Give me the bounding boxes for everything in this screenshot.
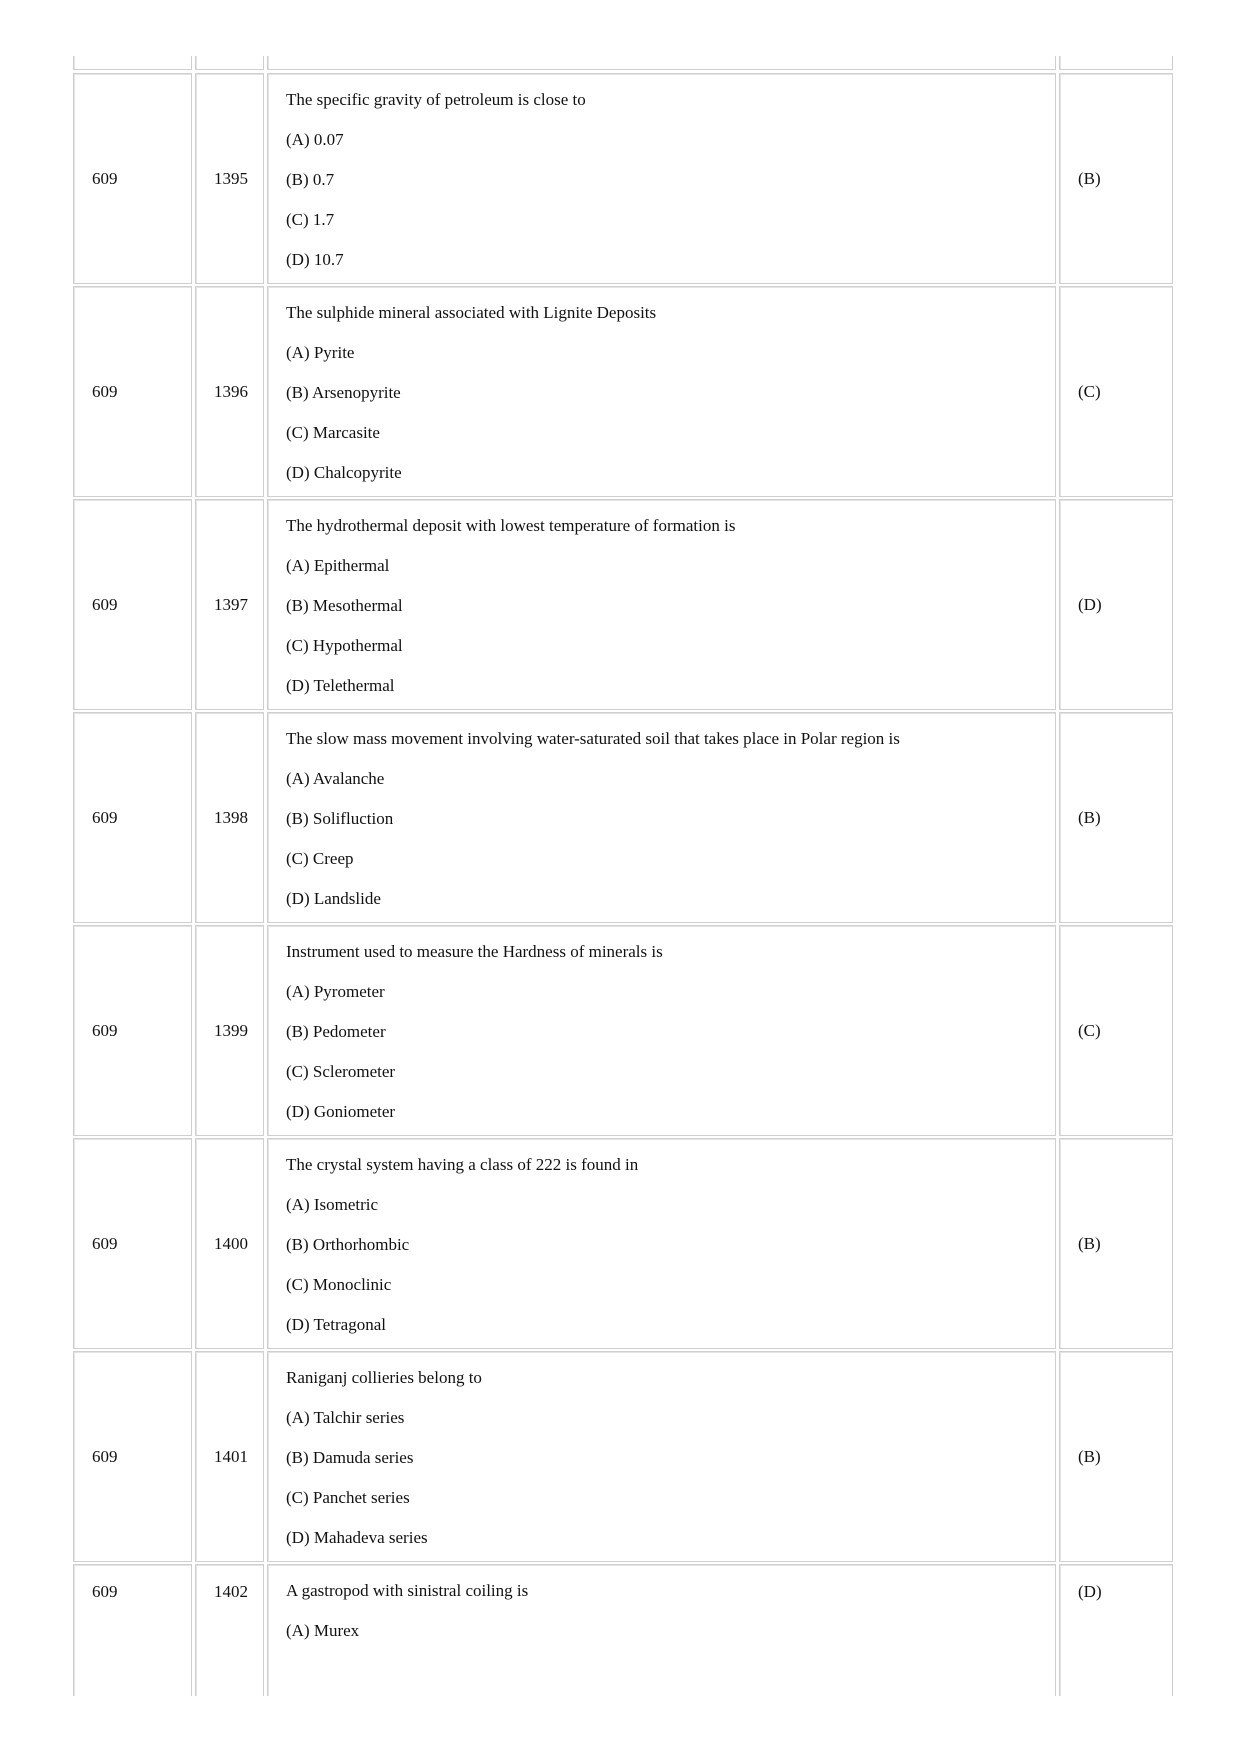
paper-code: 609: [92, 168, 118, 188]
table-cell: [267, 56, 1056, 70]
answer-option: (C) Creep: [286, 849, 354, 868]
question-text: Instrument used to measure the Hardness of minerals is: [286, 942, 663, 961]
answer-key: (B): [1078, 168, 1101, 188]
answer-option: (C) Panchet series: [286, 1488, 410, 1507]
answer-key: (D): [1078, 1582, 1102, 1601]
question-body: [286, 1155, 1045, 1355]
question-number: 1397: [214, 594, 248, 614]
question-cell: [267, 1351, 1056, 1562]
answer-option: (C) Marcasite: [286, 423, 380, 442]
answer-option: (D) Mahadeva series: [286, 1528, 428, 1547]
question-body: [286, 1581, 1045, 1661]
paper-code: 609: [92, 1446, 118, 1466]
question-cell: [267, 73, 1056, 284]
question-body: [286, 729, 1045, 929]
paper-code-cell: [73, 925, 192, 1136]
question-number: 1399: [214, 1020, 248, 1040]
answer-option: (D) Tetragonal: [286, 1315, 386, 1334]
question-number-cell: [195, 73, 264, 284]
question-body: [286, 303, 1045, 503]
paper-code-cell: [73, 73, 192, 284]
paper-code: 609: [92, 1582, 118, 1601]
paper-code-cell: [73, 712, 192, 923]
question-cell: [267, 499, 1056, 710]
question-cell: [267, 925, 1056, 1136]
answer-option: (C) Sclerometer: [286, 1062, 396, 1081]
question-number-cell: [195, 712, 264, 923]
question-number-cell: [195, 286, 264, 497]
question-body: [286, 1368, 1045, 1568]
question-text: A gastropod with sinistral coiling is: [286, 1581, 529, 1600]
paper-code: 609: [92, 1233, 118, 1253]
answer-option: (A) Isometric: [286, 1195, 379, 1214]
answer-key-cell: [1059, 499, 1173, 710]
question-text: The specific gravity of petroleum is close to: [286, 90, 586, 109]
paper-code-cell: [73, 1138, 192, 1349]
answer-key-cell: [1059, 925, 1173, 1136]
question-body: [286, 942, 1045, 1142]
paper-code-cell: [73, 499, 192, 710]
answer-option: (D) Telethermal: [286, 676, 395, 695]
answer-key: (C): [1078, 381, 1101, 401]
answer-key-cell: [1059, 1351, 1173, 1562]
answer-key: (D): [1078, 594, 1102, 614]
table-cell: [73, 56, 192, 70]
question-number: 1398: [214, 807, 248, 827]
question-number-cell: [195, 499, 264, 710]
answer-option: (B) Arsenopyrite: [286, 383, 401, 402]
table-cell: [195, 56, 264, 70]
paper-code-cell: [73, 1351, 192, 1562]
answer-option: (B) 0.7: [286, 170, 335, 189]
question-cell: [267, 712, 1056, 923]
answer-option: (C) Hypothermal: [286, 636, 403, 655]
question-number-cell: [195, 1564, 264, 1696]
answer-key-cell: [1059, 712, 1173, 923]
question-body: [286, 90, 1045, 290]
question-number-cell: [195, 1138, 264, 1349]
paper-code-cell: [73, 286, 192, 497]
question-table: [73, 56, 1173, 1696]
answer-option: (A) Epithermal: [286, 556, 390, 575]
question-cell: [267, 1564, 1056, 1696]
question-number: 1402: [214, 1582, 248, 1601]
question-number-cell: [195, 1351, 264, 1562]
answer-option: (B) Pedometer: [286, 1022, 386, 1041]
answer-option: (B) Damuda series: [286, 1448, 414, 1467]
answer-option: (A) Pyrite: [286, 343, 355, 362]
question-text: The crystal system having a class of 222 is found in: [286, 1155, 639, 1174]
question-number: 1396: [214, 381, 248, 401]
answer-option: (B) Solifluction: [286, 809, 394, 828]
answer-key: (B): [1078, 807, 1101, 827]
answer-key: (C): [1078, 1020, 1101, 1040]
question-text: The hydrothermal deposit with lowest temperature of formation is: [286, 516, 736, 535]
answer-key-cell: [1059, 1138, 1173, 1349]
paper-code: 609: [92, 807, 118, 827]
paper-code: 609: [92, 594, 118, 614]
answer-option: (A) Talchir series: [286, 1408, 405, 1427]
question-number: 1401: [214, 1446, 248, 1466]
answer-option: (B) Orthorhombic: [286, 1235, 410, 1254]
question-text: The slow mass movement involving water-saturated soil that takes place in Polar region is: [286, 729, 900, 748]
answer-option: (A) 0.07: [286, 130, 344, 149]
question-body: [286, 516, 1045, 716]
table-cell: [1059, 56, 1173, 70]
question-number: 1400: [214, 1233, 248, 1253]
answer-key-cell: [1059, 73, 1173, 284]
answer-key: (B): [1078, 1233, 1101, 1253]
question-cell: [267, 1138, 1056, 1349]
question-number-cell: [195, 925, 264, 1136]
answer-option: (C) 1.7: [286, 210, 335, 229]
answer-option: (A) Pyrometer: [286, 982, 385, 1001]
answer-option: (D) Chalcopyrite: [286, 463, 402, 482]
question-cell: [267, 286, 1056, 497]
answer-option: (D) Goniometer: [286, 1102, 396, 1121]
answer-option: (D) 10.7: [286, 250, 344, 269]
question-number: 1395: [214, 168, 248, 188]
question-text: The sulphide mineral associated with Lignite Deposits: [286, 303, 657, 322]
paper-code-cell: [73, 1564, 192, 1696]
answer-option: (D) Landslide: [286, 889, 381, 908]
answer-option: (A) Avalanche: [286, 769, 385, 788]
paper-code: 609: [92, 381, 118, 401]
answer-option: (A) Murex: [286, 1621, 360, 1640]
paper-code: 609: [92, 1020, 118, 1040]
answer-key-cell: [1059, 286, 1173, 497]
answer-key-cell: [1059, 1564, 1173, 1696]
answer-option: (C) Monoclinic: [286, 1275, 392, 1294]
question-text: Raniganj collieries belong to: [286, 1368, 482, 1387]
answer-key: (B): [1078, 1446, 1101, 1466]
answer-option: (B) Mesothermal: [286, 596, 403, 615]
